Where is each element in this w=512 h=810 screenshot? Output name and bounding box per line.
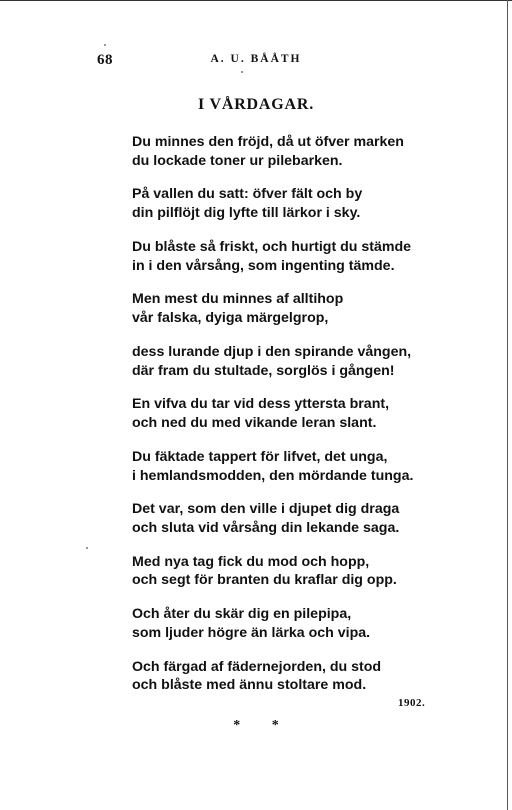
verse-line: Men mest du minnes af alltihop [132,291,344,308]
page-right-edge [507,0,508,810]
poem-body [132,133,442,710]
verse-line: som ljuder högre än lärka och vipa. [132,624,371,641]
verse-line: Och färgad af fädernejorden, du stod [132,658,382,675]
stanza [132,553,442,590]
verse-line: Du fäktade tappert för lifvet, det unga, [132,448,388,465]
verse-line: På vallen du satt: öfver fält och by [132,186,363,203]
stanza [132,290,442,327]
verse-line: vår falska, dyiga märgelgrop, [132,310,329,327]
verse-line: där fram du stultade, sorglös i gången! [132,362,395,379]
verse-line: och segt för branten du kraflar dig opp. [132,572,397,589]
stanza [132,343,442,380]
stanza [132,658,442,695]
verse-line: dess lurande djup i den spirande vången, [132,343,412,360]
stanza [132,448,442,485]
verse-line: Du blåste så friskt, och hurtigt du stämde [132,238,412,255]
verse-line: din pilflöjt dig lyfte till lärkor i sky. [132,205,361,222]
poem-title: I VÅRDAGAR. [197,96,315,113]
verse-line: Med nya tag fick du mod och hopp, [132,553,370,570]
stanza [132,185,442,222]
verse-line: och blåste med ännu stoltare mod. [132,677,367,694]
print-speck [104,44,106,46]
verse-line: in i den vårsång, som ingenting tämde. [132,257,395,274]
verse-line: du lockade toner ur pilebarken. [132,152,343,169]
poem-date: 1902. [398,697,426,709]
verse-line: i hemlandsmodden, den mördande tunga. [132,467,414,484]
verse-line: Du minnes den fröjd, då ut öfver marken [132,134,404,150]
verse-line: och sluta vid vårsång din lekande saga. [132,519,400,536]
print-speck [86,547,88,549]
verse-line: Det var, som den ville i djupet dig draga [132,501,400,518]
section-asterisms: * * [233,718,279,733]
stanza [132,500,442,537]
verse-line: En vifva du tar vid dess yttersta brant, [132,396,390,413]
page-number: 68 [97,52,113,68]
stanza [132,238,442,275]
verse-line: och ned du med vikande leran slant. [132,415,377,432]
page-top-edge [0,0,512,1]
running-head-author: A. U. BÅÅTH [210,53,302,65]
stanza [132,395,442,432]
print-speck [241,71,243,73]
stanza [132,605,442,642]
verse-line: Och åter du skär dig en pilepipa, [132,606,352,623]
stanza [132,133,442,170]
